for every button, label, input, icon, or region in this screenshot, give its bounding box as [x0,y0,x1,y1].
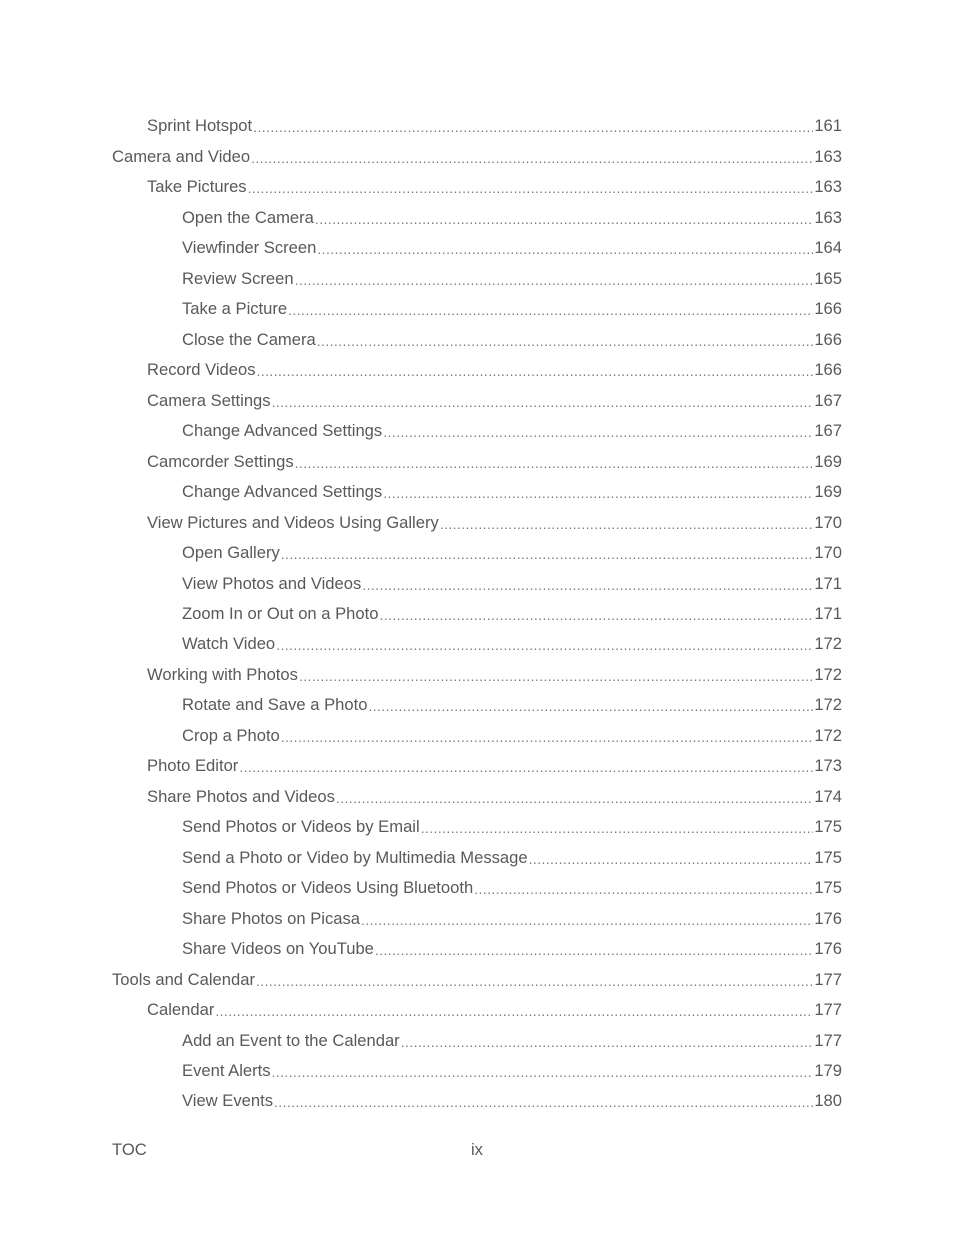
toc-dot-leader [383,482,813,502]
toc-entry-title: Open Gallery [182,543,280,563]
toc-entry-page: 165 [814,268,842,288]
toc-entry-page: 163 [814,207,842,227]
toc-dot-leader [239,756,813,776]
toc-entry-title: Calendar [147,1000,215,1020]
toc-entry-page: 176 [814,939,842,959]
toc-dot-leader [529,848,814,868]
toc-entry-page: 174 [814,786,842,806]
toc-entry[interactable] [112,258,842,288]
toc-dot-leader [362,574,813,594]
toc-entry-title: Add an Event to the Calendar [182,1030,400,1050]
toc-entry[interactable] [112,715,842,745]
toc-dot-leader [295,269,814,289]
toc-dot-leader [276,634,813,654]
toc-entry-title: View Events [182,1091,274,1111]
toc-entry[interactable] [112,106,842,136]
toc-entry-title: Camcorder Settings [147,451,294,471]
toc-entry[interactable] [112,1081,842,1111]
toc-entry[interactable] [112,441,842,471]
toc-dot-leader [281,726,814,746]
toc-entry-title: Take a Picture [182,299,288,319]
toc-dot-leader [272,1061,814,1081]
toc-entry-title: Rotate and Save a Photo [182,695,368,715]
toc-dot-leader [288,299,813,319]
table-of-contents [112,106,842,1111]
toc-entry[interactable] [112,837,842,867]
toc-entry[interactable] [112,959,842,989]
toc-entry[interactable] [112,319,842,349]
toc-entry-title: Sprint Hotspot [147,116,253,136]
toc-entry-page: 166 [814,299,842,319]
toc-entry[interactable] [112,624,842,654]
toc-entry-title: Open the Camera [182,207,314,227]
toc-entry-page: 166 [814,329,842,349]
toc-dot-leader [256,970,813,990]
toc-entry-page: 167 [814,390,842,410]
toc-dot-leader [336,787,813,807]
toc-dot-leader [401,1031,814,1051]
toc-dot-leader [215,1000,813,1020]
toc-entry-title: Event Alerts [182,1061,271,1080]
toc-entry-page: 172 [814,695,842,715]
toc-dot-leader [257,360,814,380]
toc-entry-title: Share Videos on YouTube [182,939,374,959]
toc-entry-page: 172 [814,664,842,684]
toc-entry[interactable] [112,807,842,837]
toc-entry-page: 170 [814,512,842,532]
toc-entry-title: Zoom In or Out on a Photo [182,603,379,623]
toc-entry[interactable] [112,472,842,502]
toc-entry[interactable] [112,746,842,776]
toc-entry[interactable] [112,563,842,593]
toc-entry[interactable] [112,654,842,684]
toc-entry[interactable] [112,594,842,624]
toc-dot-leader [272,391,814,411]
toc-entry-page: 167 [814,421,842,441]
toc-dot-leader [248,177,814,197]
toc-entry[interactable] [112,929,842,959]
toc-entry-page: 166 [814,360,842,380]
toc-entry-page: 179 [814,1061,842,1080]
toc-dot-leader [274,1091,813,1111]
toc-entry[interactable] [112,990,842,1020]
toc-entry-page: 175 [814,847,842,867]
footer-section-label: TOC [112,1140,147,1159]
toc-entry-page: 180 [814,1091,842,1111]
toc-dot-leader [299,665,813,685]
toc-entry-title: Send Photos or Videos by Email [182,817,420,837]
toc-entry[interactable] [112,533,842,563]
toc-entry-title: Review Screen [182,268,294,288]
toc-entry-title: Take Pictures [147,177,247,197]
toc-entry-page: 163 [814,146,842,166]
toc-entry[interactable] [112,289,842,319]
toc-entry[interactable] [112,411,842,441]
toc-entry-title: Change Advanced Settings [182,421,383,441]
toc-dot-leader [368,695,813,715]
toc-dot-leader [379,604,813,624]
toc-entry-page: 171 [814,573,842,593]
toc-entry-title: Viewfinder Screen [182,238,317,258]
toc-dot-leader [317,330,814,350]
toc-entry-page: 170 [814,543,842,563]
toc-entry[interactable] [112,136,842,166]
toc-entry-title: Crop a Photo [182,725,280,745]
toc-entry-title: Watch Video [182,634,276,654]
toc-entry-page: 176 [814,908,842,928]
toc-dot-leader [281,543,814,563]
toc-entry-title: View Photos and Videos [182,573,362,593]
toc-entry-title: Share Photos and Videos [147,786,335,806]
toc-entry[interactable] [112,502,842,532]
toc-entry-page: 177 [814,1030,842,1050]
toc-entry[interactable] [112,350,842,380]
toc-entry-title: View Pictures and Videos Using Gallery [147,512,439,532]
toc-dot-leader [383,421,813,441]
toc-entry-page: 173 [814,756,842,776]
toc-entry-title: Camera Settings [147,390,271,410]
toc-entry[interactable] [112,1020,842,1050]
toc-entry-page: 172 [814,634,842,654]
toc-entry-title: Tools and Calendar [112,969,255,989]
toc-entry[interactable] [112,380,842,410]
toc-entry-title: Close the Camera [182,329,316,349]
toc-entry-title: Working with Photos [147,664,298,684]
toc-entry-page: 169 [814,482,842,502]
toc-dot-leader [295,452,814,472]
toc-entry[interactable] [112,228,842,258]
toc-entry-page: 175 [814,878,842,898]
toc-dot-leader [251,147,813,167]
toc-dot-leader [361,909,813,929]
toc-entry-page: 177 [814,1000,842,1020]
toc-entry-page: 169 [814,451,842,471]
toc-entry-page: 161 [814,116,842,136]
toc-entry-page: 172 [814,725,842,745]
toc-entry-title: Send Photos or Videos Using Bluetooth [182,878,474,898]
toc-entry[interactable] [112,167,842,197]
toc-entry-title: Change Advanced Settings [182,482,383,502]
toc-dot-leader [421,817,814,837]
toc-dot-leader [253,116,813,136]
toc-entry-title: Camera and Video [112,146,251,166]
toc-entry[interactable] [112,1051,842,1081]
toc-entry-page: 171 [814,603,842,623]
toc-entry[interactable] [112,685,842,715]
toc-entry-page: 164 [814,238,842,258]
toc-dot-leader [315,208,813,228]
toc-entry[interactable] [112,898,842,928]
toc-entry-title: Send a Photo or Video by Multimedia Message [182,847,528,867]
toc-dot-leader [317,238,813,258]
toc-entry-title: Share Photos on Picasa [182,908,361,928]
toc-entry-title: Photo Editor [147,756,239,776]
page-footer [112,1140,842,1160]
footer-page-number: ix [471,1140,483,1159]
toc-entry[interactable] [112,197,842,227]
toc-dot-leader [375,939,813,959]
toc-entry-page: 163 [814,177,842,197]
toc-dot-leader [474,878,813,898]
toc-entry-page: 175 [814,817,842,837]
toc-entry-title: Record Videos [147,360,256,380]
toc-dot-leader [440,513,814,533]
toc-entry[interactable] [112,868,842,898]
toc-entry[interactable] [112,776,842,806]
toc-entry-page: 177 [814,969,842,989]
